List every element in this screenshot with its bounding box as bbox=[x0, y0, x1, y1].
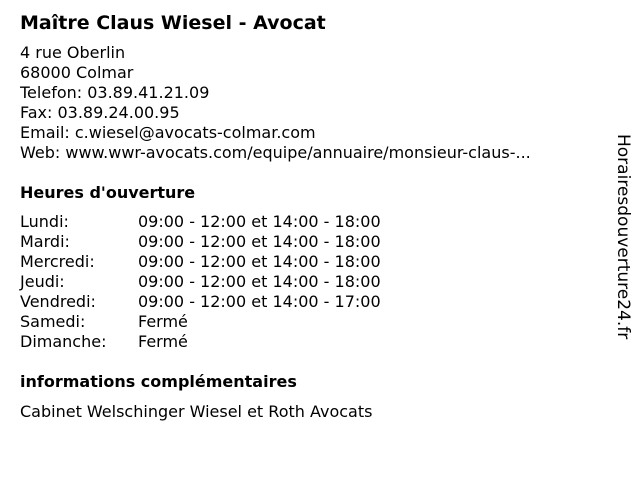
hours-row-tuesday bbox=[20, 232, 610, 252]
hours-row-wednesday bbox=[20, 252, 610, 272]
day-label: Mardi: bbox=[20, 232, 70, 251]
additional-info-text: Cabinet Welschinger Wiesel et Roth Avocats bbox=[20, 402, 373, 421]
contact-block bbox=[20, 43, 610, 163]
business-title: Maître Claus Wiesel - Avocat bbox=[20, 12, 326, 34]
time-value: 09:00 - 12:00 et 14:00 - 17:00 bbox=[138, 292, 381, 311]
day-label: Jeudi: bbox=[20, 272, 65, 291]
time-value: 09:00 - 12:00 et 14:00 - 18:00 bbox=[138, 232, 381, 251]
day-label: Samedi: bbox=[20, 312, 86, 331]
email-line: Email: c.wiesel@avocats-colmar.com bbox=[20, 123, 316, 142]
hours-row-sunday bbox=[20, 332, 610, 352]
business-card bbox=[20, 11, 610, 422]
day-label: Vendredi: bbox=[20, 292, 96, 311]
hours-row-monday bbox=[20, 212, 610, 232]
phone-line: Telefon: 03.89.41.21.09 bbox=[20, 83, 210, 102]
day-label: Dimanche: bbox=[20, 332, 107, 351]
opening-hours-heading: Heures d'ouverture bbox=[20, 183, 196, 202]
time-value: Fermé bbox=[138, 312, 188, 331]
time-value: Fermé bbox=[138, 332, 188, 351]
hours-row-friday bbox=[20, 292, 610, 312]
day-label: Lundi: bbox=[20, 212, 69, 231]
hours-row-saturday bbox=[20, 312, 610, 332]
address-line-city: 68000 Colmar bbox=[20, 63, 134, 82]
time-value: 09:00 - 12:00 et 14:00 - 18:00 bbox=[138, 272, 381, 291]
opening-hours-table bbox=[20, 212, 610, 352]
additional-info-heading: informations complémentaires bbox=[20, 372, 297, 391]
time-value: 09:00 - 12:00 et 14:00 - 18:00 bbox=[138, 252, 381, 271]
web-line: Web: www.wwr-avocats.com/equipe/annuaire/monsieur-claus-... bbox=[20, 143, 531, 162]
address-line-street: 4 rue Oberlin bbox=[20, 43, 126, 62]
fax-line: Fax: 03.89.24.00.95 bbox=[20, 103, 180, 122]
time-value: 09:00 - 12:00 et 14:00 - 18:00 bbox=[138, 212, 381, 231]
hours-row-thursday bbox=[20, 272, 610, 292]
day-label: Mercredi: bbox=[20, 252, 95, 271]
site-watermark: Horairesdouverture24.fr bbox=[613, 134, 633, 340]
